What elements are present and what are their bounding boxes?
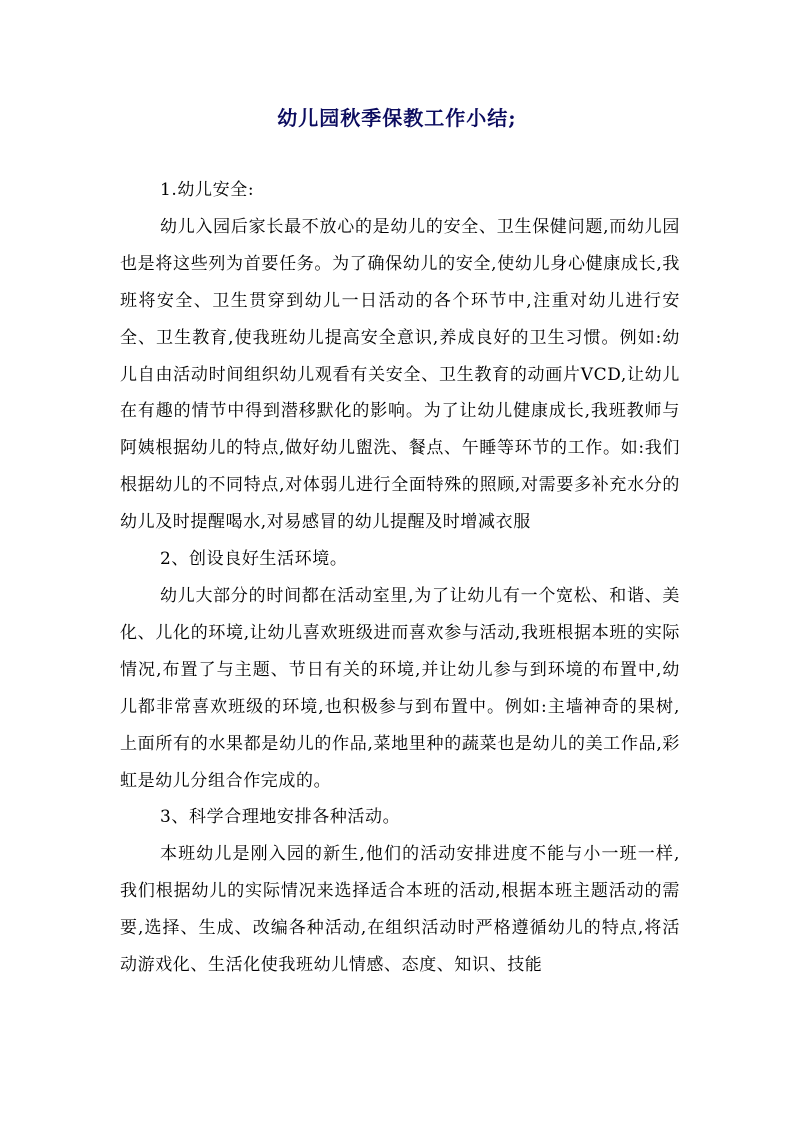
heading-child-safety: 1.幼儿安全: bbox=[160, 180, 255, 200]
paragraph-living-environment: 幼儿大部分的时间都在活动室里,为了让幼儿有一个宽松、和谐、美化、儿化的环境,让幼儿喜欢班级进而喜欢参与活动,我班根据本班的实际情况,布置了与主题、节日有关的环境,并让幼儿参与到环境的布置中,幼儿都非常喜欢班级的环境,也积极参与到布置中。例如:主墙神奇的果树,上面所有的水果都是幼儿的作品,菜地里种的蔬菜也是幼儿的美工作品,彩虹是幼儿分组合作完成的。 bbox=[120, 585, 680, 791]
heading-activity-arrangement: 3、科学合理地安排各种活动。 bbox=[160, 807, 401, 828]
paragraph-activity-arrangement: 本班幼儿是刚入园的新生,他们的活动安排进度不能与小一班一样,我们根据幼儿的实际情况来选择适合本班的活动,根据本班主题活动的需要,选择、生成、改编各种活动,在组织活动时严格遵循幼儿的特点,将活动游戏化、生活化使我班幼儿情感、态度、知识、技能 bbox=[120, 844, 680, 976]
document-title: 幼儿园秋季保教工作小结; bbox=[277, 106, 517, 130]
document-body bbox=[120, 172, 680, 984]
heading-living-environment: 2、创设良好生活环境。 bbox=[160, 549, 348, 570]
paragraph-child-safety: 幼儿入园后家长最不放心的是幼儿的安全、卫生保健问题,而幼儿园也是将这些列为首要任务。为了确保幼儿的安全,使幼儿身心健康成长,我班将安全、卫生贯穿到幼儿一日活动的各个环节中,注重对幼儿进行安全、卫生教育,使我班幼儿提高安全意识,养成良好的卫生习惯。例如:幼儿自由活动时间组织幼儿观看有关安全、卫生教育的动画片VCD,让幼儿在有趣的情节中得到潜移默化的影响。为了让幼儿健康成长,我班教师与阿姨根据幼儿的特点,做好幼儿盥洗、餐点、午睡等环节的工作。如:我们根据幼儿的不同特点,对体弱儿进行全面特殊的照顾,对需要多补充水分的幼儿及时提醒喝水,对易感冒的幼儿提醒及时增减衣服 bbox=[120, 216, 680, 533]
